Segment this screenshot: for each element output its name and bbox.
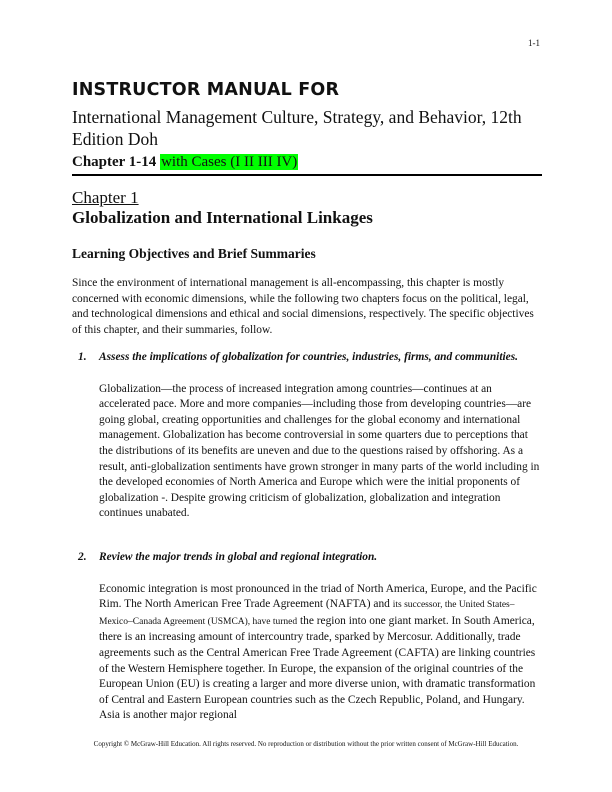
objective-heading bbox=[72, 550, 542, 566]
objective-summary-part: Economic integration is most pronounced in the triad of North America, Europe, and the Pacific Rim. The North American Free Trade Agreement (NAFTA) and bbox=[99, 582, 537, 611]
chapter-label: Chapter 1 bbox=[72, 188, 139, 207]
chapter-range bbox=[72, 153, 542, 176]
objective-number: 1. bbox=[78, 351, 87, 363]
intro-paragraph: Since the environment of international management is all-encompassing, this chapter is mostly concerned with economic dimensions, while the following two chapters focus on the political, legal, and technological dimensions and ethical and social dimensions, respectively. The specific objectives of this chapter, and their summaries, follow. bbox=[72, 277, 534, 337]
objective-summary bbox=[99, 582, 542, 724]
chapter-range-highlight: with Cases (I II III IV) bbox=[161, 154, 298, 170]
objective-number: 2. bbox=[78, 551, 87, 563]
copyright-footer: Copyright © McGraw-Hill Education. All rights reserved. No reproduction or distribution without the prior written consent of McGraw-Hill Education. bbox=[93, 740, 519, 748]
manual-title: INSTRUCTOR MANUAL FOR bbox=[72, 80, 340, 100]
objective-heading-text: Review the major trends in global and regional integration. bbox=[99, 551, 378, 563]
objective-heading bbox=[72, 350, 542, 366]
chapter-title: Globalization and International Linkages bbox=[72, 208, 373, 227]
objective-heading-text: Assess the implications of globalization for countries, industries, firms, and communities. bbox=[99, 351, 518, 363]
objective-2 bbox=[72, 550, 542, 724]
book-title: International Management Culture, Strategy, and Behavior, 12th Edition Doh bbox=[72, 107, 522, 149]
objective-1 bbox=[72, 350, 542, 522]
section-heading: Learning Objectives and Brief Summaries bbox=[72, 246, 316, 261]
objective-summary-part: the region into one giant market. In South America, there is an increasing amount of intercountry trade, sparked by Mercosur. Additionally, trade agreements such as the Central American Free Trade Agreement (CAFTA) are linking countries of the Western Hemisphere together. In Europe, the expansion of the original countries of the European Union (EU) is creating a larger and more diverse union, with dramatic transformation of Central and Eastern European countries such as the Czech Republic, Poland, and Hungary. Asia is another major regional bbox=[99, 614, 536, 722]
objective-summary: Globalization—the process of increased integration among countries—continues at an accelerated pace. More and more companies—including those from developing countries—are going global, creating opportunities and challenges for the global economy and international management. Globalization has become controversial in some quarters due to perceptions that the distributions of its benefits are uneven and due to the questions raised by offshoring. As a result, anti-globalization sentiments have grown stronger in many parts of the world including in the developed economies of North America and Europe which were the initial proponents of globalization -. Despite growing criticism of globalization, globalization and integration continues unabated. bbox=[99, 382, 540, 520]
page-number: 1-1 bbox=[528, 38, 540, 48]
objective-summary-small: its successor, the United States–Mexico–Canada Agreement (USMCA), have turned bbox=[99, 600, 515, 627]
chapter-range-label: Chapter 1-14 bbox=[72, 154, 157, 170]
